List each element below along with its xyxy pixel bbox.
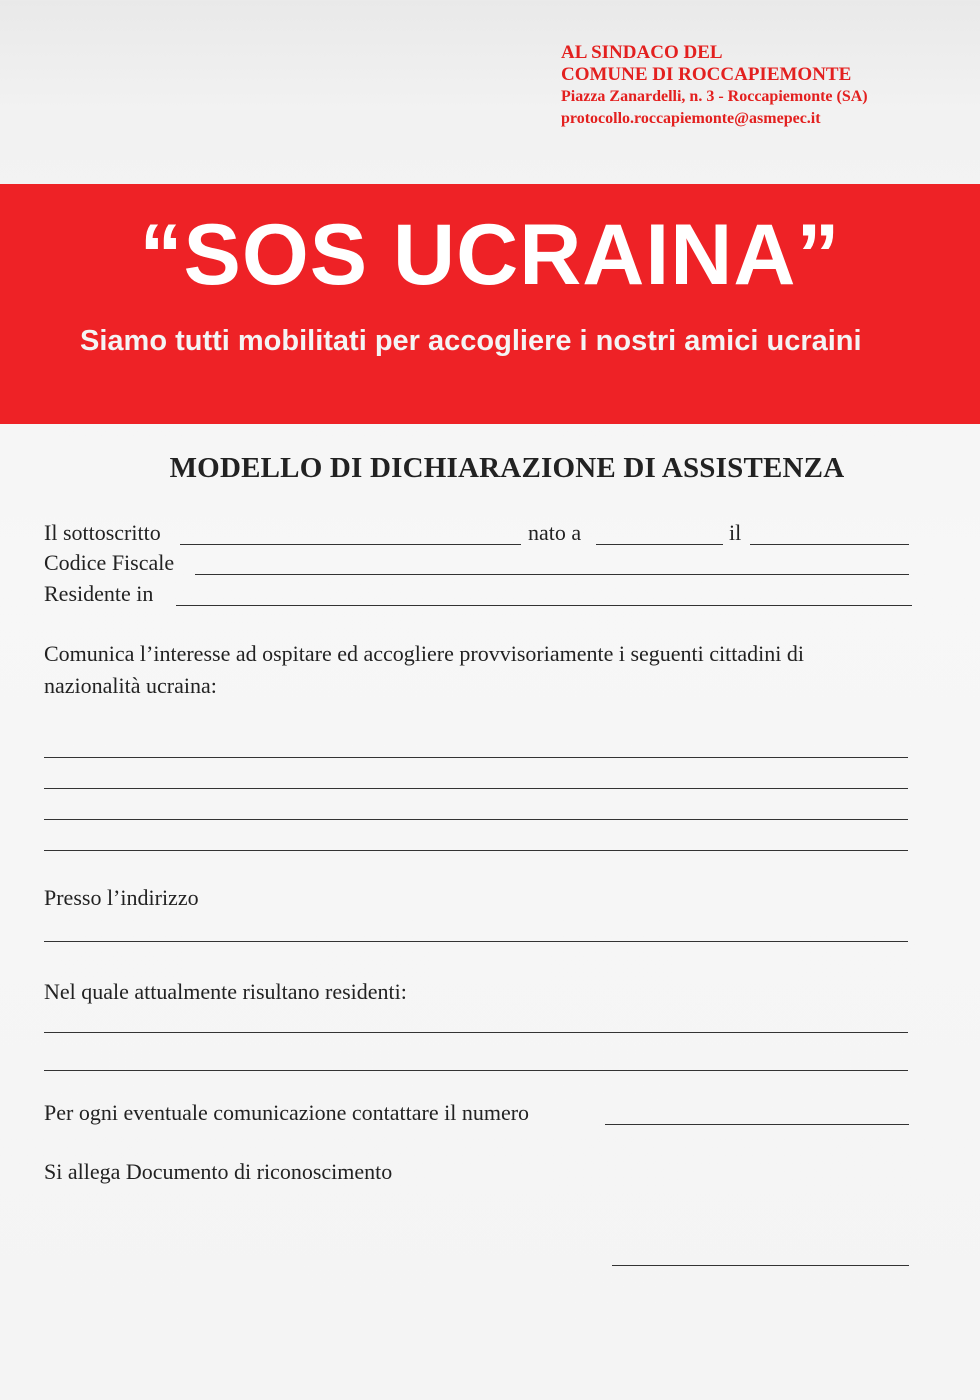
codice-fiscale-label: Codice Fiscale: [44, 550, 175, 575]
birthplace-field[interactable]: [596, 544, 723, 545]
addressee-pec-email: protocollo.roccapiemonte@asmepec.it: [561, 110, 821, 127]
allega-documento-text: Si allega Documento di riconoscimento: [44, 1159, 393, 1184]
addressee-line-1: AL SINDACO DEL: [561, 42, 723, 63]
addressee-block: [561, 42, 868, 130]
nato-a-label: nato a: [528, 520, 582, 545]
guest-line-4[interactable]: [44, 850, 908, 851]
sos-ucraina-banner: [0, 184, 980, 424]
banner-title: “SOS UCRAINA”: [139, 207, 841, 303]
form-title: MODELLO DI DICHIARAZIONE DI ASSISTENZA: [169, 452, 845, 484]
residenza-field[interactable]: [176, 605, 912, 606]
comunica-text-line-2: nazionalità ucraina:: [44, 673, 217, 698]
banner-subtitle: Siamo tutti mobilitati per accogliere i nostri amici ucraini: [80, 325, 862, 357]
comunica-text-line-1: Comunica l’interesse ad ospitare ed accogliere provvisoriamente i seguenti cittadini di: [44, 641, 804, 666]
guest-line-3[interactable]: [44, 819, 908, 820]
residenti-label: Nel quale attualmente risultano residenti:: [44, 979, 407, 1004]
sottoscritto-field[interactable]: [180, 544, 521, 545]
codice-fiscale-field[interactable]: [195, 574, 909, 575]
il-label: il: [729, 520, 742, 545]
residenti-line-2[interactable]: [44, 1070, 908, 1071]
sottoscritto-label: Il sottoscritto: [44, 520, 161, 545]
phone-number-field[interactable]: [605, 1124, 909, 1125]
contatto-label: Per ogni eventuale comunicazione contattare il numero: [44, 1100, 530, 1125]
guest-line-1[interactable]: [44, 757, 908, 758]
indirizzo-field[interactable]: [44, 941, 908, 942]
addressee-address: Piazza Zanardelli, n. 3 - Roccapiemonte (SA): [561, 88, 868, 105]
presso-indirizzo-label: Presso l’indirizzo: [44, 885, 199, 910]
birthdate-field[interactable]: [750, 544, 909, 545]
residenti-line-1[interactable]: [44, 1032, 908, 1033]
addressee-line-2: COMUNE DI ROCCAPIEMONTE: [561, 64, 852, 85]
guest-line-2[interactable]: [44, 788, 908, 789]
signature-line[interactable]: [612, 1265, 909, 1266]
residente-label: Residente in: [44, 581, 154, 606]
